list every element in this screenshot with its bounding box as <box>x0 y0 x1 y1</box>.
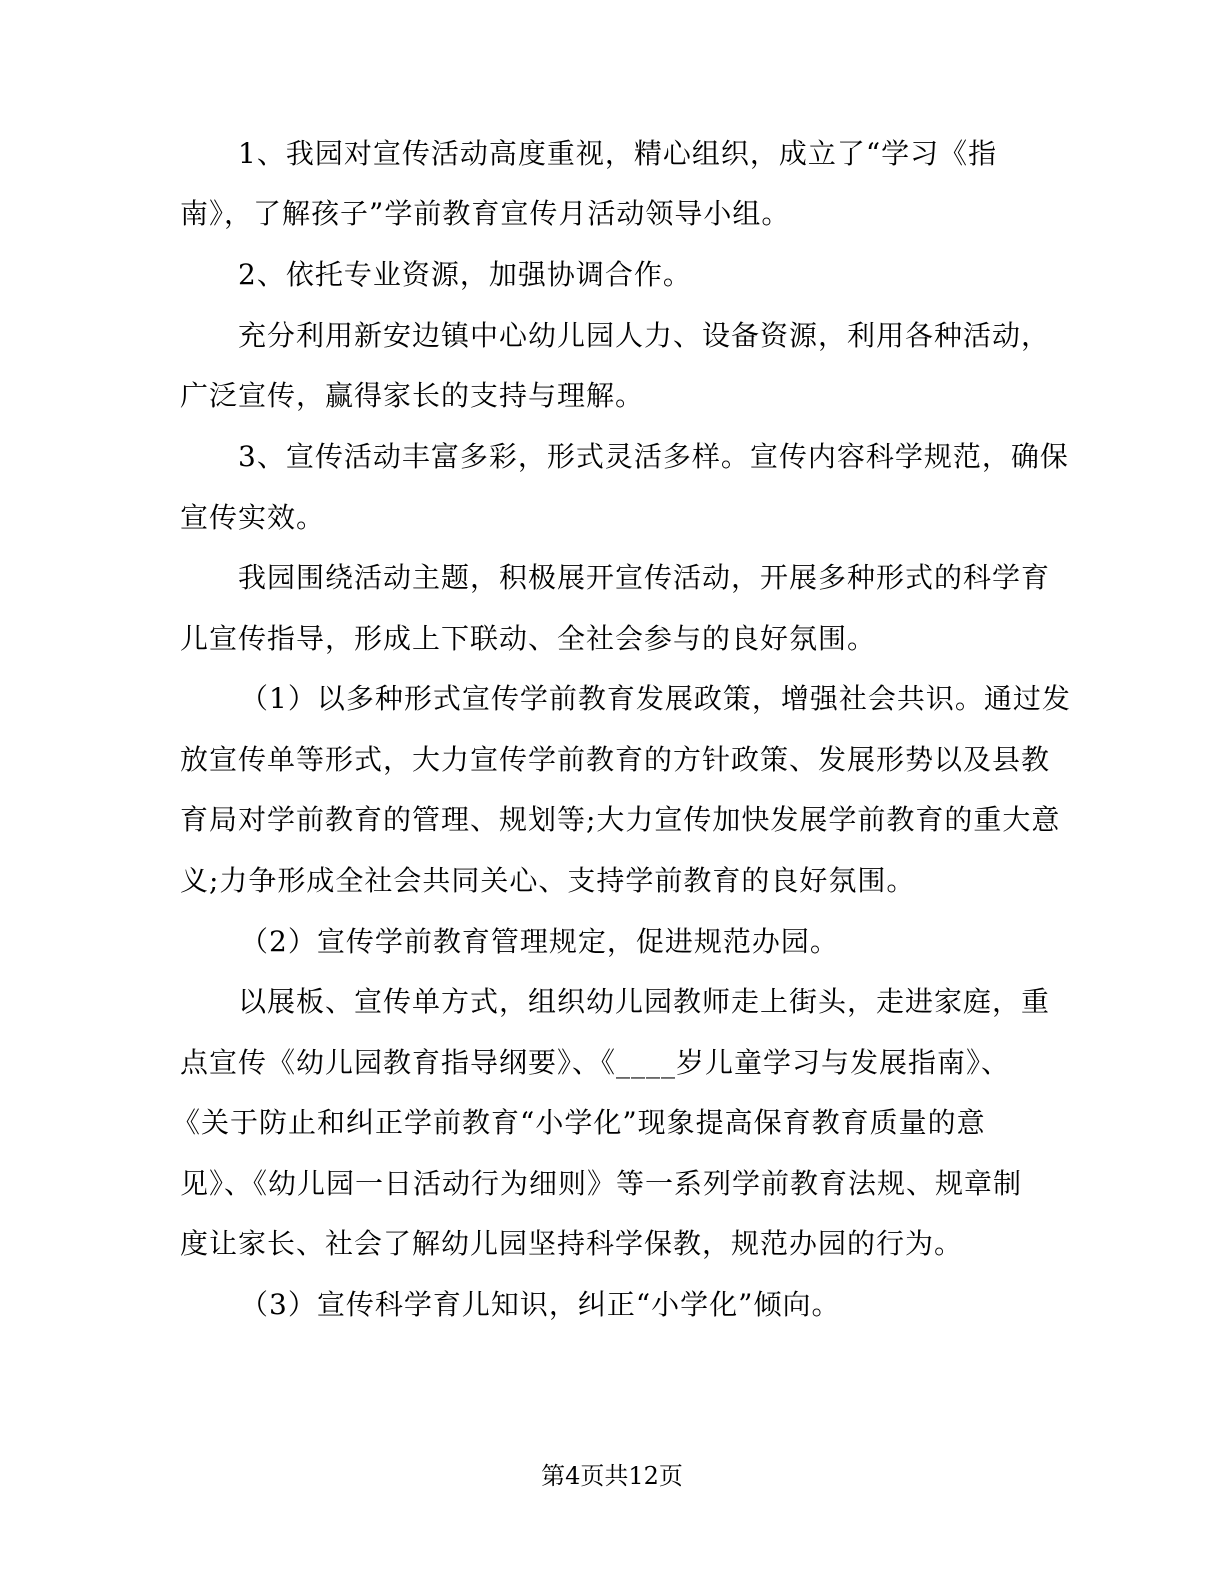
text-line: 我园围绕活动主题，积极展开宣传活动，开展多种形式的科学育 <box>238 561 1051 594</box>
text-line: 充分利用新安边镇中心幼儿园人力、设备资源，利用各种活动， <box>238 319 1051 352</box>
text-line: 广泛宣传，赢得家长的支持与理解。 <box>180 379 645 412</box>
text-line: 育局对学前教育的管理、规划等;大力宣传加快发展学前教育的重大意 <box>180 803 1061 836</box>
text-line: 义;力争形成全社会共同关心、支持学前教育的良好氛围。 <box>180 864 916 897</box>
text-line: （2）宣传学前教育管理规定，促进规范办园。 <box>240 925 839 958</box>
page-number-footer: 第4页共12页 <box>541 1462 683 1490</box>
text-line: 3、宣传活动丰富多彩，形式灵活多样。宣传内容科学规范，确保 <box>238 440 1069 473</box>
text-line: 以展板、宣传单方式，组织幼儿园教师走上街头，走进家庭，重 <box>238 985 1051 1018</box>
text-line: 《关于防止和纠正学前教育“小学化”现象提高保育教育质量的意 <box>172 1106 986 1139</box>
text-line: 2、依托专业资源，加强协调合作。 <box>238 258 692 291</box>
text-line: 1、我园对宣传活动高度重视，精心组织，成立了“学习《指 <box>238 137 998 170</box>
text-line: 见》、《幼儿园一日活动行为细则》等一系列学前教育法规、规章制 <box>180 1167 1023 1200</box>
text-line: 放宣传单等形式，大力宣传学前教育的方针政策、发展形势以及县教 <box>180 743 1051 776</box>
text-line: 点宣传《幼儿园教育指导纲要》、《____岁儿童学习与发展指南》、 <box>180 1046 1011 1079</box>
text-line: 宣传实效。 <box>180 501 326 534</box>
text-line: 南》，了解孩子”学前教育宣传月活动领导小组。 <box>180 197 791 230</box>
text-line: 度让家长、社会了解幼儿园坚持科学保教，规范办园的行为。 <box>180 1227 964 1260</box>
text-line: （1）以多种形式宣传学前教育发展政策，增强社会共识。通过发 <box>240 682 1071 715</box>
text-line: 儿宣传指导，形成上下联动、全社会参与的良好氛围。 <box>180 622 877 655</box>
text-line: （3）宣传科学育儿知识，纠正“小学化”倾向。 <box>240 1288 841 1321</box>
